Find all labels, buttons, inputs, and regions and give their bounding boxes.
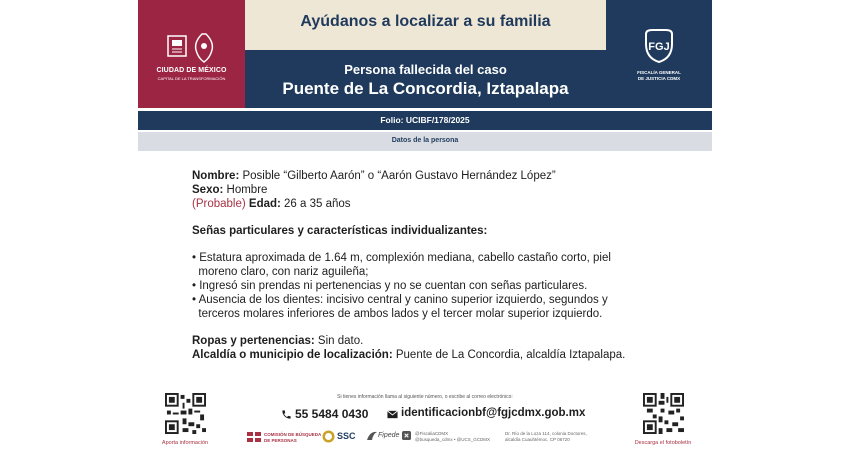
phone-icon	[281, 409, 292, 420]
partner-comision-line1: COMISIÓN DE BÚSQUEDA	[264, 432, 322, 437]
feature-line: • Ausencia de los dientes: incisivo central y canino superior izquierdo, segundos y	[192, 294, 608, 306]
email-link[interactable]: identificacionbf@fgjcdmx.gob.mx	[401, 407, 586, 419]
comision-busqueda-logo-icon	[247, 432, 261, 442]
location-value: Puente de La Concordia, alcaldía Iztapalapa.	[392, 349, 626, 361]
partner-fipede: Fipede	[378, 432, 400, 439]
feature-line: • Ingresó sin prendas ni pertenencias y no se cuentan con señas particulares.	[192, 280, 588, 292]
sex-value: Hombre	[223, 184, 268, 196]
ssc-badge-icon	[322, 430, 335, 443]
email-icon	[387, 410, 398, 419]
cdmx-logo-subtitle: CAPITAL DE LA TRANSFORMACIÓN	[157, 76, 226, 81]
fgj-logo-name-line2: DE JUSTICIA CDMX	[637, 76, 681, 81]
social-handle-line2[interactable]: @busqueda_cdmx • @UCS_GCDMX	[415, 437, 490, 442]
fgj-logo-name	[606, 70, 712, 82]
social-media-icon	[402, 431, 411, 440]
sex-label: Sexo:	[192, 184, 224, 196]
age-label: Edad:	[245, 198, 281, 210]
feature-line: • Estatura aproximada de 1.64 m, complexión mediana, cabello castaño corto, piel	[192, 252, 611, 264]
qr-code-aporta[interactable]	[165, 393, 206, 434]
partner-ssc: SSC	[337, 431, 356, 441]
belongings-value: Sin dato.	[314, 335, 364, 347]
sex-row	[192, 183, 267, 197]
location-row	[192, 348, 625, 362]
social-handle-line1[interactable]: @FiscaliaCDMX	[415, 431, 449, 436]
name-value: Posible “Gilberto Aarón” o “Aarón Gustavo Hernández López”	[239, 170, 556, 182]
qr-code-descarga[interactable]	[643, 393, 684, 434]
belongings-label: Ropas y pertenencias:	[192, 335, 315, 347]
qr-right-caption: Descarga el fotoboletín	[634, 440, 692, 446]
contact-instructions: Si tienes información llama al siguiente número, o escribe al correo electrónico:	[337, 394, 513, 400]
cdmx-logo-name: CIUDAD DE MÉXICO	[156, 67, 227, 74]
fipede-logo-icon	[366, 430, 378, 442]
name-row	[192, 169, 556, 183]
page-title: Ayúdanos a localizar a su familia	[300, 13, 551, 30]
fgj-logo-icon	[642, 28, 676, 64]
address-line2: alcaldía Cuauhtémoc. CP 06720	[505, 437, 570, 442]
case-title: Puente de La Concordia, Iztapalapa	[282, 79, 569, 98]
social-handles[interactable]	[415, 431, 490, 443]
age-row	[192, 197, 351, 211]
case-subtitle: Persona fallecida del caso	[344, 62, 507, 77]
location-label: Alcaldía o municipio de localización:	[192, 349, 393, 361]
name-label: Nombre:	[192, 170, 240, 182]
folio-number: Folio: UCIBF/178/2025	[380, 115, 470, 125]
qr-left-caption: Aporta información	[161, 440, 209, 446]
feature-line: moreno claro, con nariz aguileña;	[192, 266, 369, 278]
office-address	[505, 431, 587, 443]
fgj-logo-mark: FGJ	[648, 41, 670, 53]
cdmx-logo-panel	[138, 0, 245, 108]
phone-number[interactable]: 55 5484 0430	[295, 407, 369, 421]
belongings-row	[192, 334, 363, 348]
cdmx-emblem-icon	[166, 32, 218, 64]
features-heading: Señas particulares y características individualizantes:	[192, 225, 488, 237]
fgj-logo-panel	[606, 0, 712, 108]
age-prefix: (Probable)	[192, 198, 246, 210]
age-value: 26 a 35 años	[280, 198, 351, 210]
partner-comision-line2: DE PERSONAS	[264, 438, 297, 443]
section-title: Datos de la persona	[391, 137, 459, 144]
fgj-logo-name-line1: FISCALÍA GENERAL	[637, 70, 681, 75]
feature-line: terceros molares inferiores de ambos lados y el tercer molar superior izquierdo.	[192, 308, 603, 320]
address-line1: Dr. Río de la Loza 114, colonia Doctores,	[505, 431, 587, 436]
partner-comision	[264, 432, 321, 444]
